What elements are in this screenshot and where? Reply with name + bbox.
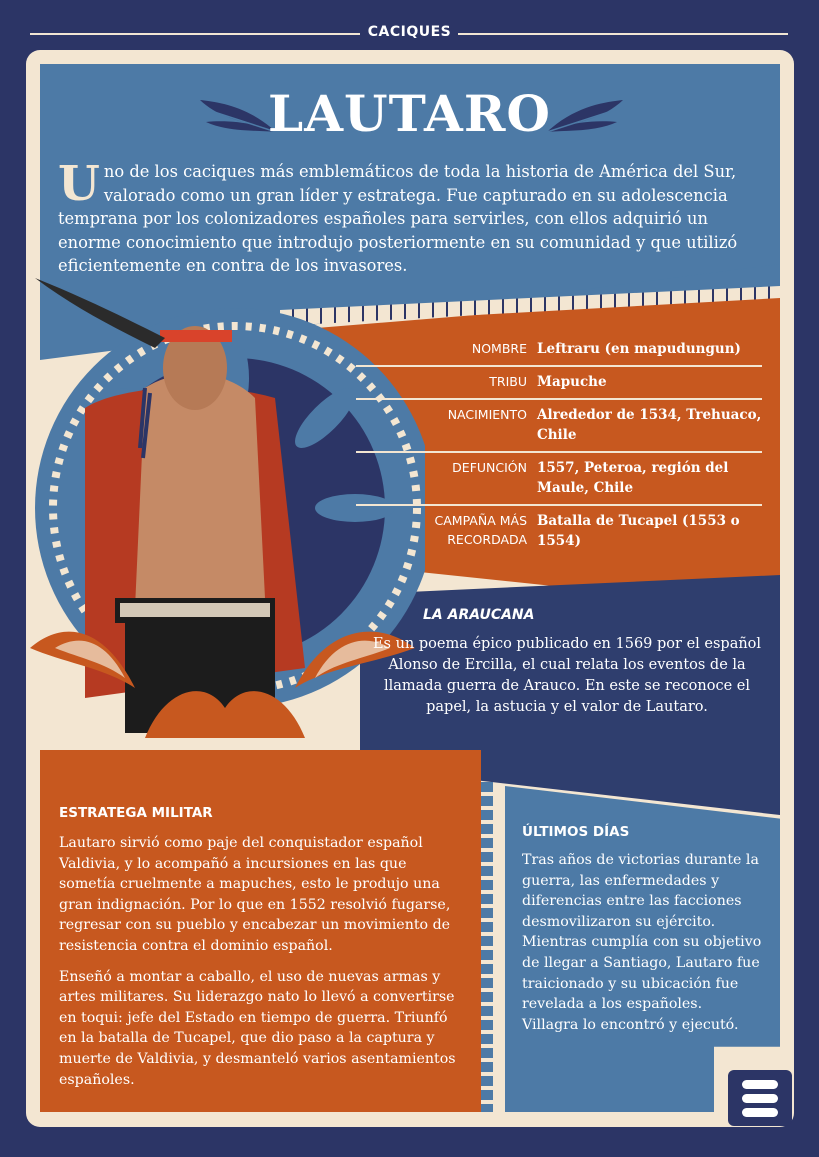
estratega-paragraph-1: Lautaro sirvió como paje del conquistador español Valdivia, y lo acompañó a incursiones en las que sometía cruelmente a mapuches, esto le produjo una gran indignación. Por lo que en 1552 resolvió fugarse, regresar con su pueblo y encabezar un movimiento de resistencia contra el dominio español. [59,835,451,954]
fact-value: Leftraru (en mapudungun) [537,341,741,357]
intro-paragraph [58,156,768,278]
ultimos-body [522,850,762,1045]
fact-label: NOMBRE [471,341,527,356]
fact-label: NACIMIENTO [447,407,527,422]
fact-value: 1557, Peteroa, región del Maule, Chile [537,460,729,496]
fact-value: Batalla de Tucapel (1553 o 1554) [537,513,740,549]
brand-logo-icon [728,1070,792,1126]
fact-label: DEFUNCIÓN [452,460,527,475]
page-title: LAUTARO [268,84,551,143]
araucana-title: LA ARAUCANA [423,607,535,623]
header-rule-right [458,33,788,35]
logo-bar [742,1080,778,1089]
section-label: CACIQUES [367,24,452,40]
ultimos-title: ÚLTIMOS DÍAS [522,824,630,840]
dropcap: U [58,156,100,212]
fact-row [356,506,762,557]
logo-bar [742,1094,778,1103]
facts-table [356,334,762,557]
ultimos-paragraph: Tras años de victorias durante la guerra, las enfermedades y diferencias entre las facciones desmovilizaron su ejército. Mientras cumplía con su objetivo de llegar a Santiago, Lautaro fue traicionado y su ubicación fue revelada a los españoles. Villagra lo encontró y ejecutó. [522,852,762,1033]
estratega-body [59,833,459,1100]
estratega-title: ESTRATEGA MILITAR [59,805,213,821]
estratega-paragraph-2: Enseñó a montar a caballo, el uso de nuevas armas y artes militares. Su liderazgo nato lo llevó a convertirse en toqui: jefe del Estado en tiempo de guerra. Triunfó en la batalla de Tucapel, que dio paso a la captura y muerte de Valdivia, y desmanteló varios asentamientos españoles. [59,968,456,1088]
section-header [0,0,819,48]
fact-label: TRIBU [489,374,527,389]
fact-row [356,453,762,506]
decorative-pattern-strip [481,782,493,1112]
fact-row [356,400,762,453]
araucana-text: Es un poema épico publicado en 1569 por el español Alonso de Ercilla, el cual relata los eventos de la llamada guerra de Arauco. En este se reconoce el papel, la astucia y el valor de Lautaro. [372,636,762,715]
fact-label: CAMPAÑA MÁS RECORDADA [434,513,527,547]
fact-value: Mapuche [537,374,607,390]
fact-row [356,367,762,400]
fact-value: Alrededor de 1534, Trehuaco, Chile [537,407,762,443]
fact-row [356,334,762,367]
logo-bar [742,1108,778,1117]
intro-text: no de los caciques más emblemáticos de toda la historia de América del Sur, valorado como un gran líder y estratega. Fue capturado en su adolescencia temprana por los colonizadores españoles para servirles, con ellos adquirió un enorme conocimiento que introdujo posteriormente en su comunidad y que utilizó eficientemente en contra de los invasores. [58,162,738,275]
